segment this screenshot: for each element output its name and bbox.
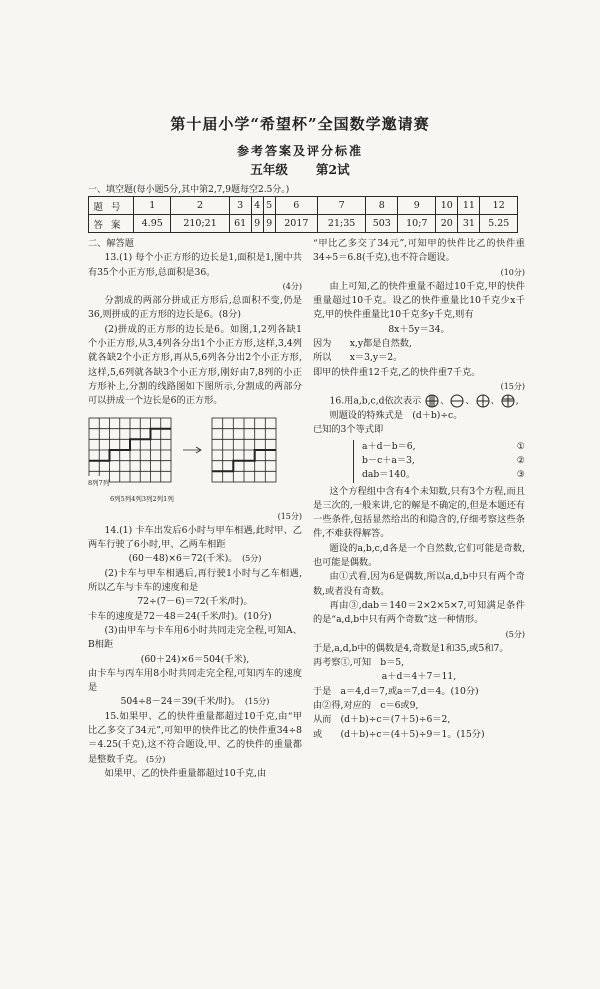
- q15-part5: 因为 x,y都是自然数,: [313, 338, 412, 350]
- table-cell: 5.25: [480, 215, 518, 233]
- table-cell: 10: [436, 197, 458, 215]
- circle-d-icon: [501, 394, 515, 408]
- table-cell: 5: [263, 197, 275, 215]
- table-row-answers: [89, 215, 518, 233]
- grade-heading: [0, 160, 600, 178]
- table-cell: 9: [263, 215, 275, 233]
- score-note: (15分): [277, 511, 302, 521]
- q13-figure: [88, 414, 302, 508]
- q16-part11: 由②得,对应的 c＝6或9,: [313, 700, 419, 711]
- q13-part2: 分割成的两部分拼成正方形后,总面积不变,仍是36,则拼成的正方形的边长是6。(8分): [88, 295, 302, 321]
- q16-part8: 于是,a,d,b中的偶数是4,奇数是1和35,或5和7。: [313, 642, 509, 654]
- q16-eq1: a＋d＝4＋7＝11,: [381, 671, 457, 683]
- q14-part5: 由卡车与丙车用8小时共同走完全程,可知丙车的速度是: [88, 667, 302, 694]
- q14-eq2: 72÷(7－6)＝72(千米/时)。: [137, 596, 253, 608]
- q16-part7: 再由③,dab＝140＝2×2×5×7,可知满足条件的是“a,d,b中只有两个奇数”这一种情形。: [313, 599, 525, 626]
- table-cell: 6: [275, 197, 318, 215]
- q16-part9: 再考察①,可知 b＝5,: [313, 657, 405, 669]
- table-cell: 3: [229, 197, 251, 215]
- q13-part1: 13.(1) 每个小正方形的边长是1,面积是1,图中共有35个小正方形,总面积是36。: [88, 252, 302, 278]
- table-cell: 8: [366, 197, 398, 215]
- q14-eq3: (60＋24)×6＝504(千米),: [140, 653, 250, 665]
- table-cell: 20: [436, 215, 458, 233]
- q16-part5: 题设的a,b,c,d各是一个自然数,它们可能是奇数,也可能是偶数。: [313, 542, 525, 569]
- grade-label: 五年级: [250, 162, 288, 177]
- equation-system: a＋d－b＝6, ① b－c＋a＝3, ② dab＝140。 ③: [353, 440, 525, 483]
- table-cell: 1: [134, 197, 171, 215]
- figure-label-bottom: 6列5列4列3列2列1列: [110, 494, 174, 503]
- q16-part12: 从而 (d＋b)÷c＝(7＋5)÷6＝2,: [313, 714, 451, 726]
- circle-a-icon: [425, 394, 439, 408]
- table-header-number: 题号: [89, 197, 134, 215]
- table-cell: 31: [458, 215, 480, 233]
- q15-part3: “甲比乙多交了34元”,可知甲的快件比乙的快件重34÷5＝6.8(千克),也不符合题设。: [313, 238, 525, 264]
- q14-eq1: (60－48)×6＝72(千米)。 (5分): [128, 553, 262, 565]
- figure-label-left: 8列7列: [88, 476, 109, 490]
- left-column: [88, 237, 302, 781]
- table-header-answer: 答案: [89, 215, 134, 233]
- q14-part3: 卡车的速度是72－48＝24(千米/时)。(10分): [88, 610, 272, 622]
- right-column: [313, 237, 525, 742]
- q16-part6: 由①式看,因为6是偶数,所以a,d,b中只有两个奇数,或者没有奇数。: [313, 571, 525, 597]
- q14-part1: 14.(1) 卡车出发后6小时与甲车相遇,此时甲、乙两车行驶了6小时,甲、乙两车相距: [88, 524, 302, 551]
- table-cell: 61: [229, 215, 251, 233]
- table-cell: 2: [171, 197, 229, 215]
- score-note: (4分): [282, 281, 302, 291]
- table-cell: 12: [480, 197, 518, 215]
- q16-part1: 16.用a,b,c,d依次表示 、 、 、 ,: [329, 395, 519, 407]
- table-cell: 210;21: [171, 215, 229, 233]
- table-cell: 2017: [275, 215, 318, 233]
- round-label: 第2试: [315, 162, 350, 177]
- q15-part7: 即甲的快件重12千克,乙的快件重7千克。: [313, 366, 481, 378]
- page-subtitle: 参考答案及评分标准: [236, 144, 363, 158]
- page-title: 第十届小学“希望杯”全国数学邀请赛: [170, 115, 430, 133]
- score-note: (10分): [500, 267, 525, 277]
- q16-part13: 或 (d＋b)÷c＝(4＋5)÷9＝1。(15分): [313, 728, 485, 740]
- q14-eq4: 504÷8－24＝39(千米/时)。 (15分): [120, 696, 270, 708]
- answer-table: [88, 196, 518, 233]
- q13-part3: (2)拼成的正方形的边长是6。如图,1,2列各缺1个小正方形,从3,4列各分出1个小正方形,这样,3,4列就各缺2个小正方形,再从5,6列各分出2个小正方形,这样,5,6列就各缺3个小正方形,刚好由7,8列的小正方形补上,分割的线路图如下图所示,分割成的两部分可以拼成一个边长是6的正方形。: [88, 323, 302, 407]
- table-cell: 503: [366, 215, 398, 233]
- q16-part10: 于是 a＝4,d＝7,或a＝7,d＝4。(10分): [313, 685, 479, 697]
- q15-eq1: 8x＋5y＝34。: [388, 323, 450, 335]
- table-cell: 11: [458, 197, 480, 215]
- q14-part2: (2)卡车与甲车相遇后,再行驶1小时与乙车相遇,所以乙车与卡车的速度和是: [88, 567, 302, 594]
- q16-part2: 则题设的特殊式是 (d＋b)÷c。: [329, 410, 463, 422]
- score-note: (5分): [505, 629, 525, 639]
- table-cell: 21;35: [318, 215, 366, 233]
- circle-b-icon: [450, 394, 464, 408]
- q15-part6: 所以 x＝3,y＝2。: [313, 352, 403, 364]
- table-cell: 7: [318, 197, 366, 215]
- q16-part3: 已知的3个等式即: [313, 424, 384, 436]
- q15-part2: 如果甲、乙的快件重量都超过10千克,由: [104, 767, 267, 779]
- section1-heading: 一、填空题(每小题5分,其中第2,7,9题每空2.5分。): [88, 185, 290, 195]
- circle-c-icon: [476, 394, 490, 408]
- table-cell: 9: [398, 197, 436, 215]
- q14-part4: (3)由甲车与卡车用6小时共同走完全程,可知A、B相距: [88, 624, 302, 651]
- table-cell: 4: [251, 197, 263, 215]
- score-note: (15分): [500, 381, 525, 391]
- q15-part1: 15.如果甲、乙的快件重量都超过10千克,由“甲比乙多交了34元”,可知甲的快件比乙的快件重34÷8＝4.25(千克),这不符合题设,甲、乙的快件的重量都是整数千克。 (5分): [88, 710, 302, 765]
- section2-heading: 二、解答题: [88, 238, 134, 249]
- q15-part4: 由上可知,乙的快件重量不超过10千克,甲的快件重量超过10千克。设乙的快件重量比10千克少x千克,甲的快件重量比10千克多y千克,则有: [313, 280, 525, 321]
- table-cell: 10;7: [398, 215, 436, 233]
- q16-part4: 这个方程组中含有4个未知数,只有3个方程,而且是三次的,一般来讲,它的解是不确定的,但是本题还有一些条件,包括显然给出的和隐含的,仔细考察这些条件,不难获得解答。: [313, 485, 525, 540]
- table-cell: 9: [251, 215, 263, 233]
- table-cell: 4.95: [134, 215, 171, 233]
- table-row-numbers: [89, 197, 518, 215]
